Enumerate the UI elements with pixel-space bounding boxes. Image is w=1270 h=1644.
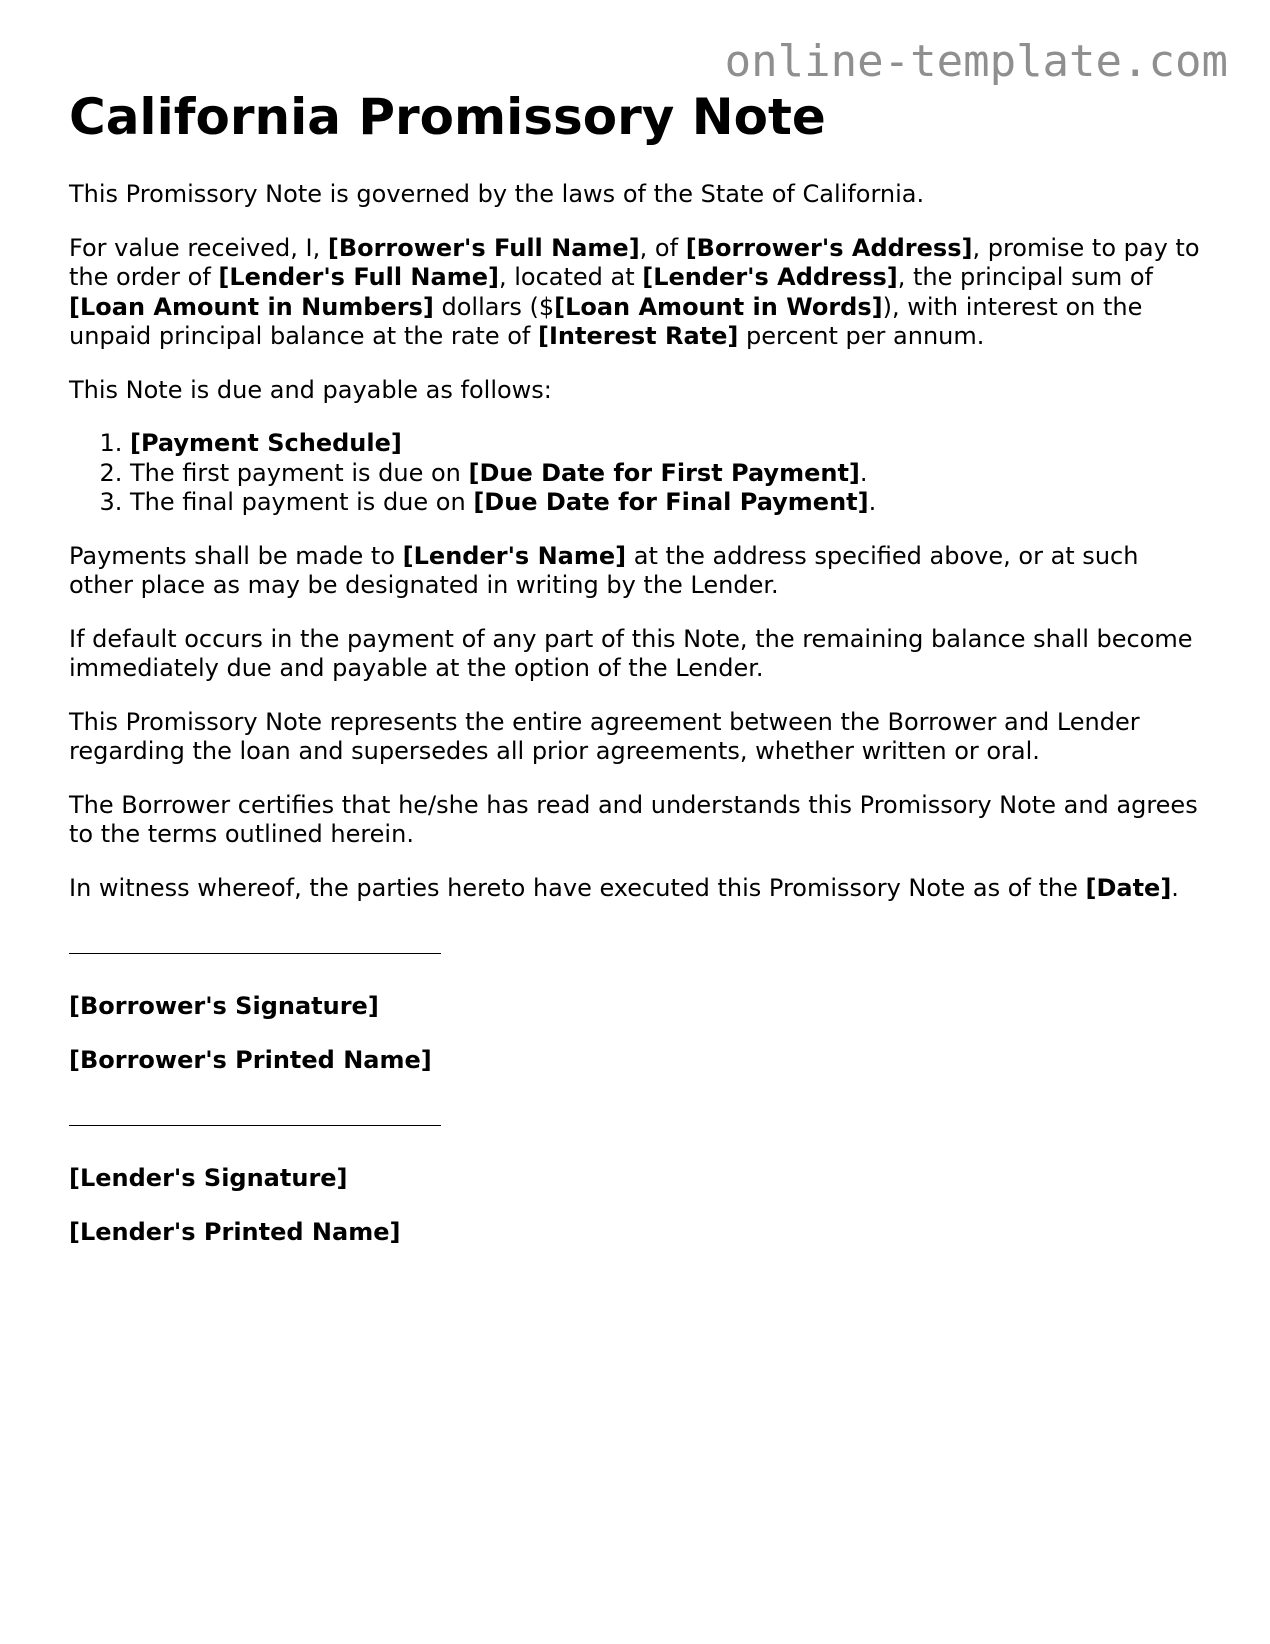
value-clause-paragraph: For value received, I, [Borrower's Full Name], of [Borrower's Address], promise to pay to the order of [Lender's Full Name], located at [Lender's Address], the principal sum of [Loan Amount in Numbers] dollars ($[Loan Amount in Words]), with interest on the unpaid principal balance at the rate of [Interest Rate] percent per annum. [69, 233, 1200, 350]
borrower-name-field: [Borrower's Full Name] [327, 233, 640, 262]
final-payment-date-field: [Due Date for Final Payment] [473, 488, 869, 516]
borrower-signature-line [69, 953, 441, 954]
document-body [69, 180, 1204, 1271]
payments-paragraph: Payments shall be made to [Lender's Name] at the address specified above, or at such other place as may be designated in writing by the Lender. [69, 541, 1139, 599]
list-item: 2. The first payment is due on [Due Date for First Payment]. [130, 459, 1204, 489]
certification-paragraph: The Borrower certifies that he/she has read and understands this Promissory Note and agrees to the terms outlined herein. [69, 790, 1198, 848]
interest-rate-field: [Interest Rate] [538, 322, 739, 350]
witness-paragraph: In witness whereof, the parties hereto have executed this Promissory Note as of the [Date]. [69, 873, 1179, 902]
intro-paragraph: This Promissory Note is governed by the laws of the State of California. [69, 180, 925, 208]
payment-schedule-list [69, 429, 1204, 518]
due-intro-paragraph: This Note is due and payable as follows: [69, 375, 552, 404]
borrower-printed-name-label: [Borrower's Printed Name] [69, 1045, 432, 1074]
lender-address-field: [Lender's Address] [642, 263, 898, 291]
list-item [130, 429, 1204, 459]
lender-signature-label: [Lender's Signature] [69, 1164, 348, 1192]
lender-printed-name-label: [Lender's Printed Name] [69, 1217, 401, 1246]
list-item: 3. The final payment is due on [Due Date for Final Payment]. [130, 488, 1204, 518]
payment-schedule-field: [Payment Schedule] [130, 429, 402, 457]
loan-amount-numbers-field: [Loan Amount in Numbers] [69, 292, 434, 321]
lender-signature-line [69, 1125, 441, 1126]
watermark: online-template.com [724, 36, 1228, 87]
default-paragraph: If default occurs in the payment of any part of this Note, the remaining balance shall become immediately due and payable at the option of the Lender. [69, 624, 1193, 682]
document-title: California Promissory Note [69, 88, 826, 146]
borrower-signature-label: [Borrower's Signature] [69, 992, 379, 1020]
lender-name-field: [Lender's Full Name] [218, 263, 499, 291]
first-payment-date-field: [Due Date for First Payment] [468, 458, 860, 487]
date-field: [Date] [1085, 873, 1172, 902]
borrower-address-field: [Borrower's Address] [685, 233, 973, 262]
loan-amount-words-field: [Loan Amount in Words] [554, 292, 883, 321]
payee-lender-field: [Lender's Name] [402, 541, 627, 570]
entire-agreement-paragraph: This Promissory Note represents the entire agreement between the Borrower and Lender regarding the loan and supersedes all prior agreements, whether written or oral. [69, 707, 1140, 765]
